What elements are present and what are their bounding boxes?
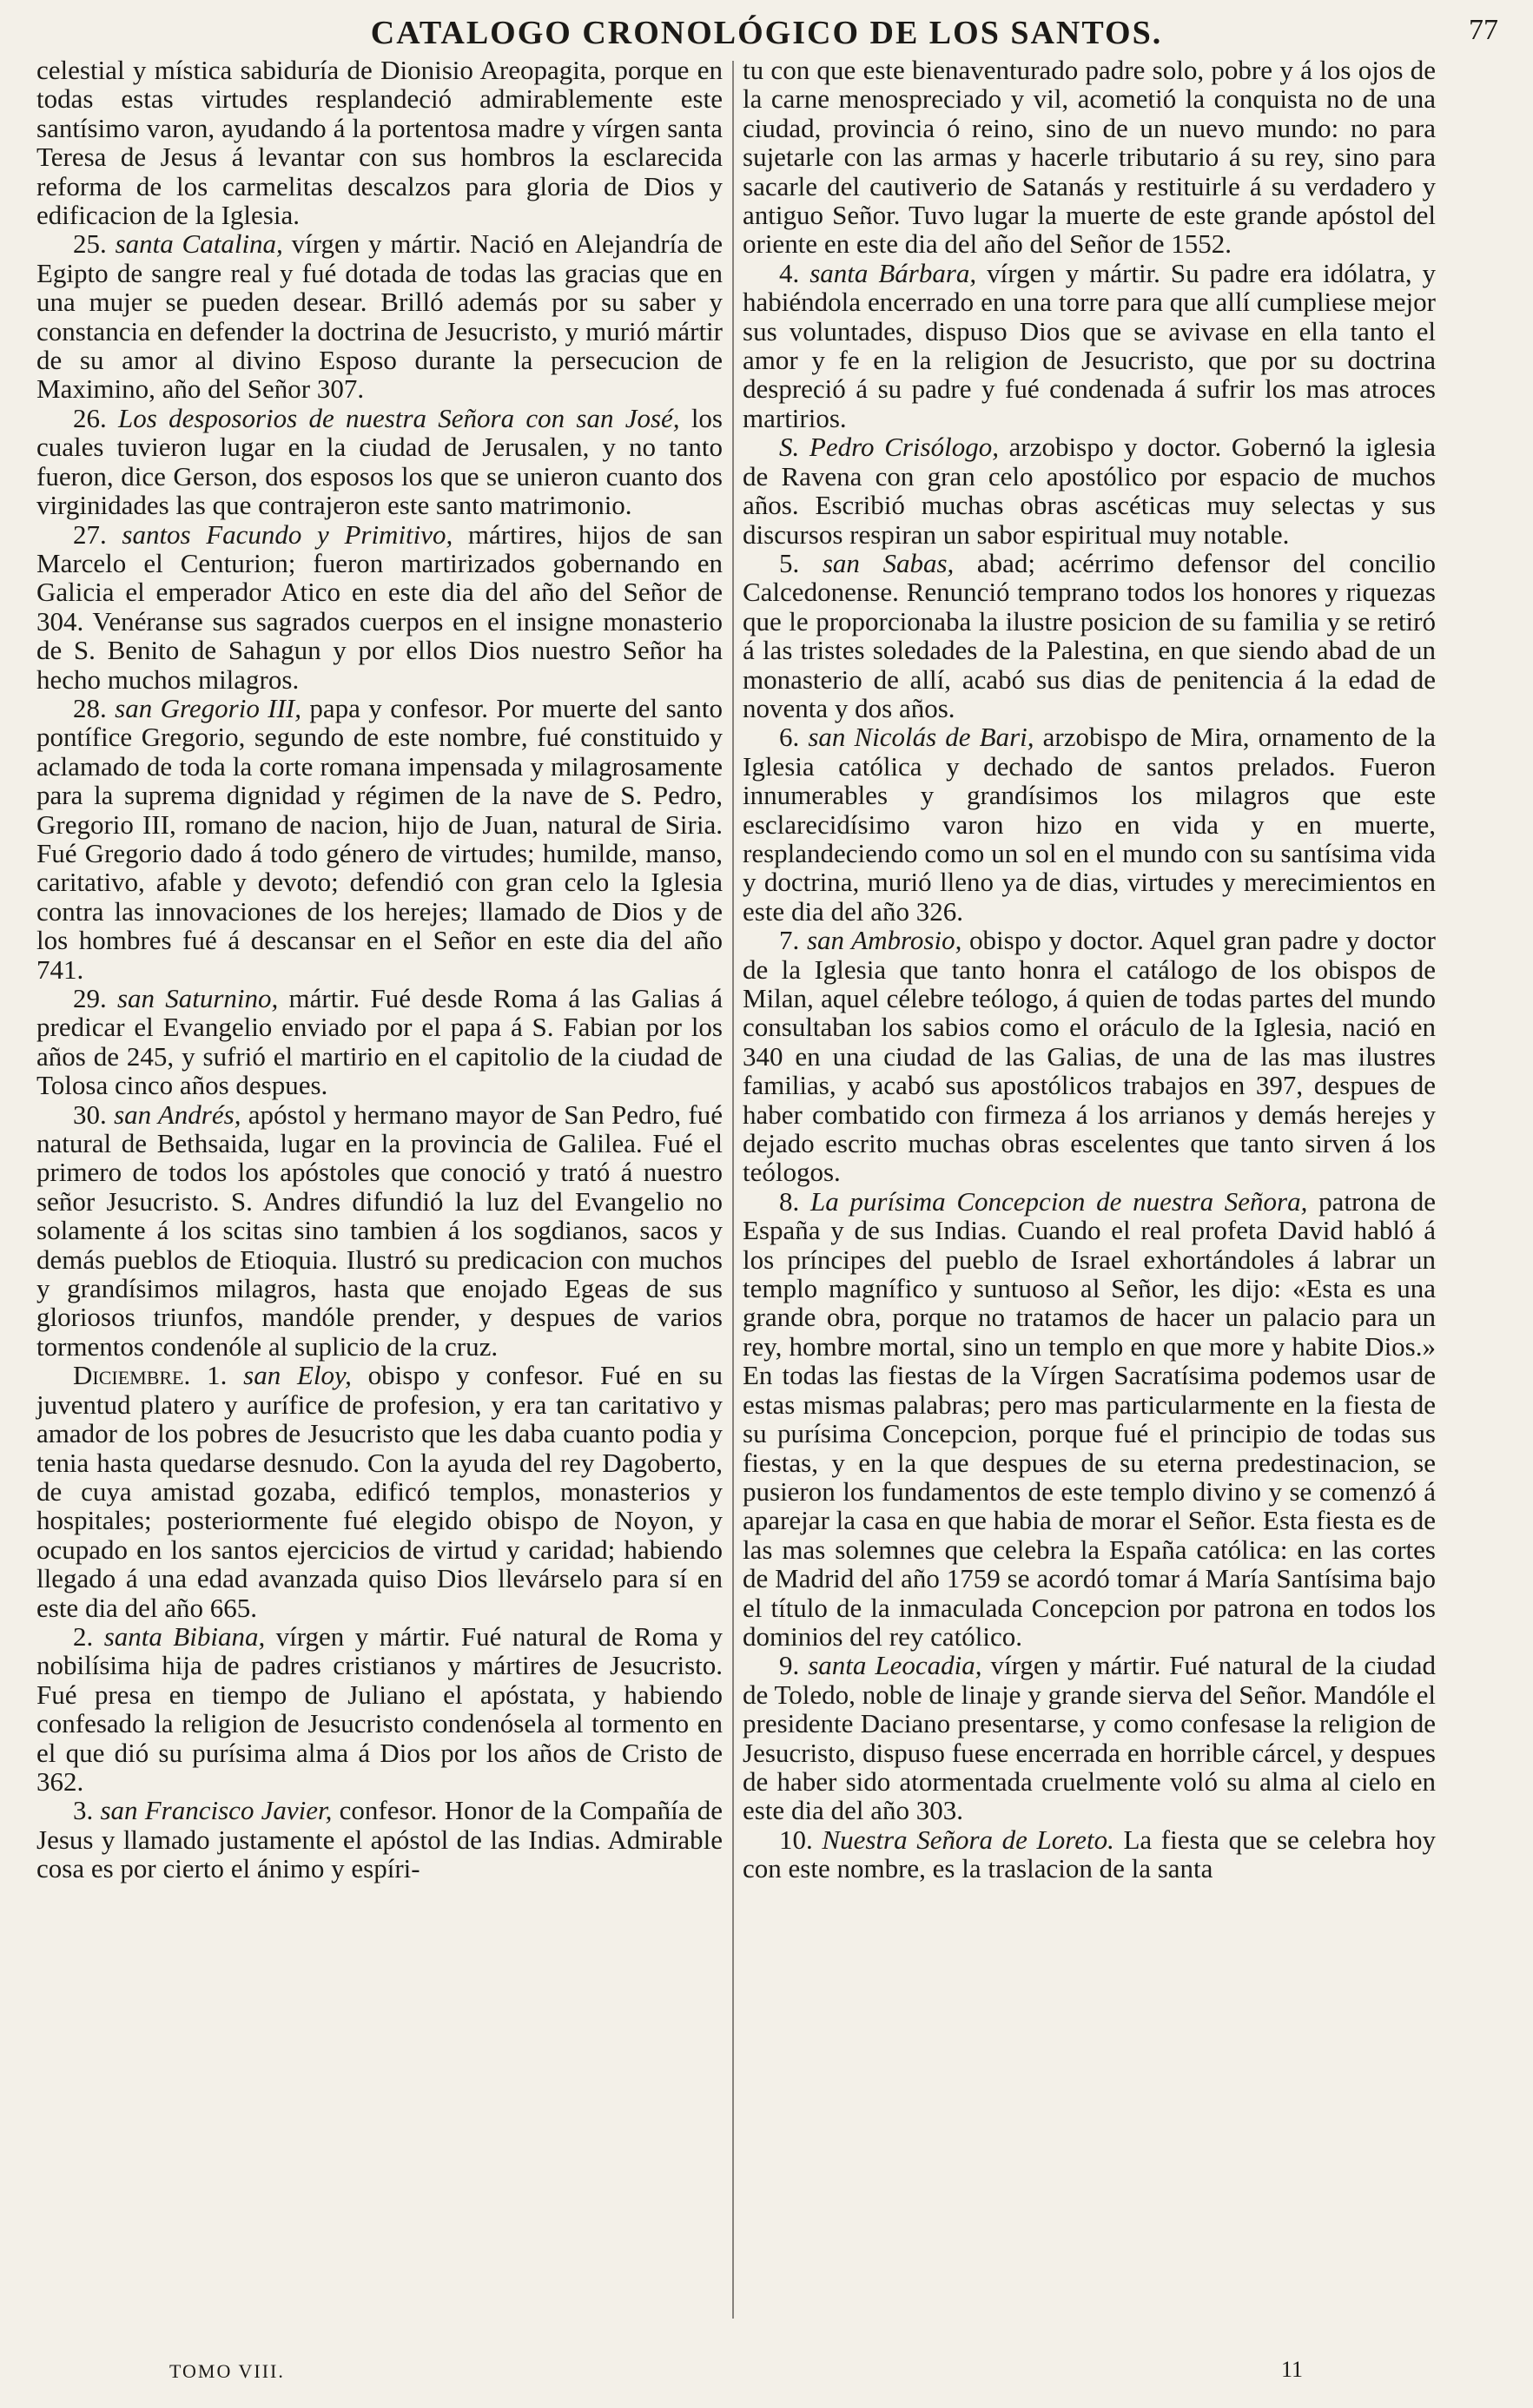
entry-number: 10. [779, 1824, 813, 1855]
entry-dec-9 [743, 1651, 1436, 1824]
entry-text: vírgen y mártir. Nació en Alejandría de Egipto de sangre real y fué dotada de todas las gracias que en una mujer se pueden desear. Brilló además por su saber y constancia en defender la doctrina de Jesucristo, y murió mártir de su amor al divino Esposo durante la persecucion de Maximino, año del Señor 307. [36, 228, 724, 405]
entry-text: papa y confesor. Por muerte del santo pontífice Gregorio, segundo de este nombre, fué constituido y aclamado de toda la corte romana impensada y milagrosamente para la suprema dignidad y régimen de la nave de S. Pedro, Gregorio III, romano de nacion, hijo de Juan, natural de Siria. Fué Gregorio dado á todo género de virtudes; humilde, manso, caritativo, afable y devoto; defendió con gran celo la Iglesia contra las innovaciones de los herejes; llamado de Dios y de los hombres fué á descansar en el Señor en este dia del año 741. [36, 692, 724, 985]
sheet-number: 11 [1281, 2357, 1304, 2382]
entry-number: 28. [73, 692, 107, 723]
entry-dec-4b [743, 432, 1436, 549]
saint-name: san Eloy, [243, 1360, 352, 1391]
entry-dec-4 [743, 259, 1436, 432]
entry-text: mártir. Fué desde Roma á las Galias á predicar el Evangelio enviado por el papa á S. Fabian por los años de 245, y sufrió el martirio en el capitolio de la ciudad de Tolosa cinco años despues. [36, 983, 724, 1101]
entry-dec-10 [743, 1825, 1436, 1884]
entry-dec-5 [743, 549, 1436, 722]
right-column [743, 56, 1436, 1884]
entry-number: 26. [73, 402, 107, 433]
entry-dec-7 [743, 926, 1436, 1187]
entry-number: 29. [73, 983, 107, 1013]
entry-number: 7. [779, 925, 800, 956]
entry-number: 2. [73, 1620, 94, 1652]
entry-text: vírgen y mártir. Su padre era idólatra, y habiéndola encerrado en una torre para que allí cumpliese mejor sus voluntades, dispuso Dios que se avivase en ella tanto el amor y fe en la religion de Jesucristo, que por su doctrina despreció á su padre y fué condenada á sufrir los mas atroces martirios. [743, 257, 1437, 433]
entry-text: arzobispo de Mira, ornamento de la Iglesia católica y dechado de santos prelados. Fueron innumerables y grandísimos los milagros que este esclarecidísimo varon hizo en vida y en muerte, resplandeciendo como un sol en el mundo con su santísima vida y doctrina, murió lleno ya de dias, virtudes y merecimientos en este dia del año 326. [743, 722, 1437, 927]
entry-text: obispo y doctor. Aquel gran padre y doctor de la Iglesia que tanto honra el catálogo de los obispos de Milan, aquel célebre teólogo, á quien de todas partes del mundo consultaban los sabios como el oráculo de la Iglesia, nació en 340 en una ciudad de las Galias, de una de las mas ilustres familias, y acabó sus apostólicos trabajos en 397, despues de haber combatido con firmeza á los arrianos y demás herejes y dejado escrito muchas obras escelentes que tanto sirven á los teólogos. [743, 925, 1437, 1188]
entry-number: 1. [207, 1360, 228, 1391]
column-divider [732, 61, 734, 2319]
saint-name: san Gregorio III, [115, 692, 301, 723]
page-number: 77 [1469, 14, 1498, 46]
entry-dec-2 [36, 1622, 723, 1796]
entry-number: 27. [73, 518, 107, 550]
entry-nov-25 [36, 229, 723, 403]
entry-text: abad; acérrimo defensor del concilio Calcedonense. Renunció temprano todos los honores y riquezas que le proporcionaba la ilustre posicion de su familia y se retiró á las tristes soledades de la Palestina, en que siendo abad de un monasterio de allí, acabó sus dias de penitencia á la edad de noventa y dos años. [743, 547, 1436, 723]
entry-nov-28 [36, 694, 723, 984]
saint-name: san Nicolás de Bari, [808, 722, 1034, 753]
continued-paragraph: tu con que este bienaventurado padre solo, pobre y á los ojos de la carne menospreciado y vil, acometió la conquista no de una ciudad, provincia ó reino, sino de un nuevo mundo: no para sujetarle con las armas y hacerle tributario á su rey, sino para sacarle del cautiverio de Satanás y restituirle á su verdadero y antiguo Señor. Tuvo lugar la muerte de este grande apóstol del oriente en este dia del año del Señor de 1552. [743, 55, 1436, 260]
month-heading: Diciembre. [73, 1360, 191, 1391]
entry-dec-3 [36, 1796, 723, 1883]
entry-nov-29 [36, 984, 723, 1100]
entry-text: arzobispo y doctor. Gobernó la iglesia de Ravena con gran celo apostólico por espacio de muchos años. Escribió muchas obras ascéticas muy selectas y sus discursos respiran un sabor espiritual muy notable. [743, 432, 1437, 550]
left-column [36, 56, 723, 1884]
saint-name: Los desposorios de nuestra Señora con san José, [118, 402, 680, 433]
page-title: CATALOGO CRONOLÓGICO DE LOS SANTOS. [370, 15, 1163, 51]
running-header [35, 9, 1498, 57]
saint-name: santa Catalina, [115, 228, 283, 260]
continued-paragraph: celestial y mística sabiduría de Dionisio Areopagita, porque en todas estas virtudes resplandeció admirablemente este santísimo varon, ayudando á la portentosa madre y vírgen santa Teresa de Jesus á levantar con sus hombros la esclarecida reforma de los carmelitas descalzos para gloria de Dios y edificacion de la Iglesia. [36, 55, 723, 231]
saint-name: san Andrés, [114, 1098, 241, 1130]
volume-signature: TOMO VIII. [169, 2360, 285, 2382]
saint-name: La purísima Concepcion de nuestra Señora, [809, 1185, 1308, 1217]
entry-dec-6 [743, 722, 1436, 926]
entry-number: 6. [779, 722, 800, 753]
saint-name: san Ambrosio, [806, 925, 962, 956]
entry-number: 30. [73, 1098, 107, 1130]
entry-text: vírgen y mártir. Fué natural de la ciudad de Toledo, noble de linaje y grande sierva del Señor. Mandóle el presidente Daciano presentarse, y como confesase la religion de Jesucristo, dispuso fuese encerrada en horrible cárcel, y despues de haber sido atormentada cruelmente voló su alma al cielo en este dia del año 303. [743, 1650, 1436, 1826]
saint-name: santa Bibiana, [103, 1620, 266, 1652]
entry-number: 4. [779, 257, 800, 288]
saint-name: san Francisco Javier, [100, 1795, 333, 1826]
entry-dec-1 [36, 1361, 723, 1622]
entry-number: 25. [73, 228, 107, 260]
entry-text: vírgen y mártir. Fué natural de Roma y nobilísima hija de padres cristianos y mártires de Jesucristo. Fué presa en tiempo de Juliano el apóstata, y habiendo confesado la religion de Jesucristo condenósela al tormento en el que dió su purísima alma á Dios por los años de Cristo de 362. [36, 1620, 724, 1797]
saint-name: santa Bárbara, [809, 257, 977, 288]
entry-number: 5. [779, 547, 800, 578]
saint-name: santa Leocadia, [808, 1650, 982, 1681]
entry-text: confesor. Honor de la Compañía de Jesus y llamado justamente el apóstol de las Indias. Admirable cosa es por cierto el ánimo y espíri- [36, 1795, 724, 1884]
saint-name: san Sabas, [822, 547, 955, 578]
saint-name: S. Pedro Crisólogo, [779, 432, 999, 463]
entry-nov-27 [36, 520, 723, 694]
saint-name: Nuestra Señora de Loreto. [822, 1824, 1114, 1855]
entry-nov-30 [36, 1100, 723, 1362]
entry-text: apóstol y hermano mayor de San Pedro, fué natural de Bethsaida, lugar en la provincia de Galilea. Fué el primero de todos los apóstoles que conoció y trató á nuestro señor Jesucristo. S. Andres difundió la luz del Evangelio no solamente á los scitas sino tambien á los sogdianos, sacos y demás pueblos de Etioquia. Ilustró su predicacion con muchos y grandísimos milagros, hasta que enojado Egeas de sus gloriosos triunfos, mandóle prender, y despues de varios tormentos condenóle al suplicio de la cruz. [36, 1098, 724, 1362]
entry-nov-26 [36, 404, 723, 520]
entry-text: los cuales tuvieron lugar en la ciudad de Jerusalen, y no tanto fueron, dice Gerson, dos esposos los que se unieron cuanto dos virginidades las que contrajeron este santo matrimonio. [36, 402, 723, 521]
entry-text: La fiesta que se celebra hoy con este nombre, es la traslacion de la santa [743, 1824, 1437, 1884]
entry-number: 9. [779, 1650, 800, 1681]
entry-text: mártires, hijos de san Marcelo el Centurion; fueron martirizados gobernando en Galicia el emperador Atico en este dia del año del Señor de 304. Venéranse sus sagrados cuerpos en el insigne monasterio de S. Benito de Sahagun y por ellos Dios nuestro Señor ha hecho muchos milagros. [36, 518, 723, 695]
entry-number: 8. [779, 1185, 800, 1217]
saint-name: santos Facundo y Primitivo, [122, 518, 453, 550]
entry-dec-8 [743, 1187, 1436, 1652]
entry-text: patrona de España y de sus Indias. Cuando el real profeta David habló á los príncipes del pueblo de Israel exhortándoles á labrar un templo magnífico y suntuoso al Señor, les dijo: «Esta es una grande obra, porque no tratamos de hacer un palacio para un rey, hombre mortal, sino un templo en que more y habite Dios.» En todas las fiestas de la Vírgen Sacratísima podemos usar de estas mismas palabras; pero mas particularmente en la fiesta de su purísima Concepcion, porque fué el principio de todas sus fiestas, y en la que despues de su eterna predestinacion, se pusieron los fundamentos de este templo divino y se comenzó á aparejar la casa en que habia de morar el Señor. Esta fiesta es de las mas solemnes que celebra la España católica: en las cortes de Madrid del año 1759 se acordó tomar á María Santísima bajo el título de la inmaculada Concepcion por patrona en todos los dominios del rey católico. [743, 1185, 1437, 1652]
entry-text: obispo y confesor. Fué en su juventud platero y aurífice de profesion, y era tan caritativo y amador de los pobres de Jesucristo que les daba cuanto podia y tenia hasta quedarse desnudo. Con la ayuda del rey Dagoberto, de cuya amistad gozaba, edificó templos, monasterios y hospitales; posteriormente fué elegido obispo de Noyon, y ocupado en los santos ejercicios de virtud y caridad; habiendo llegado á una edad avanzada quiso Dios llevárselo para sí en este dia del año 665. [36, 1360, 723, 1623]
saint-name: san Saturnino, [116, 983, 279, 1013]
entry-number: 3. [73, 1795, 94, 1826]
